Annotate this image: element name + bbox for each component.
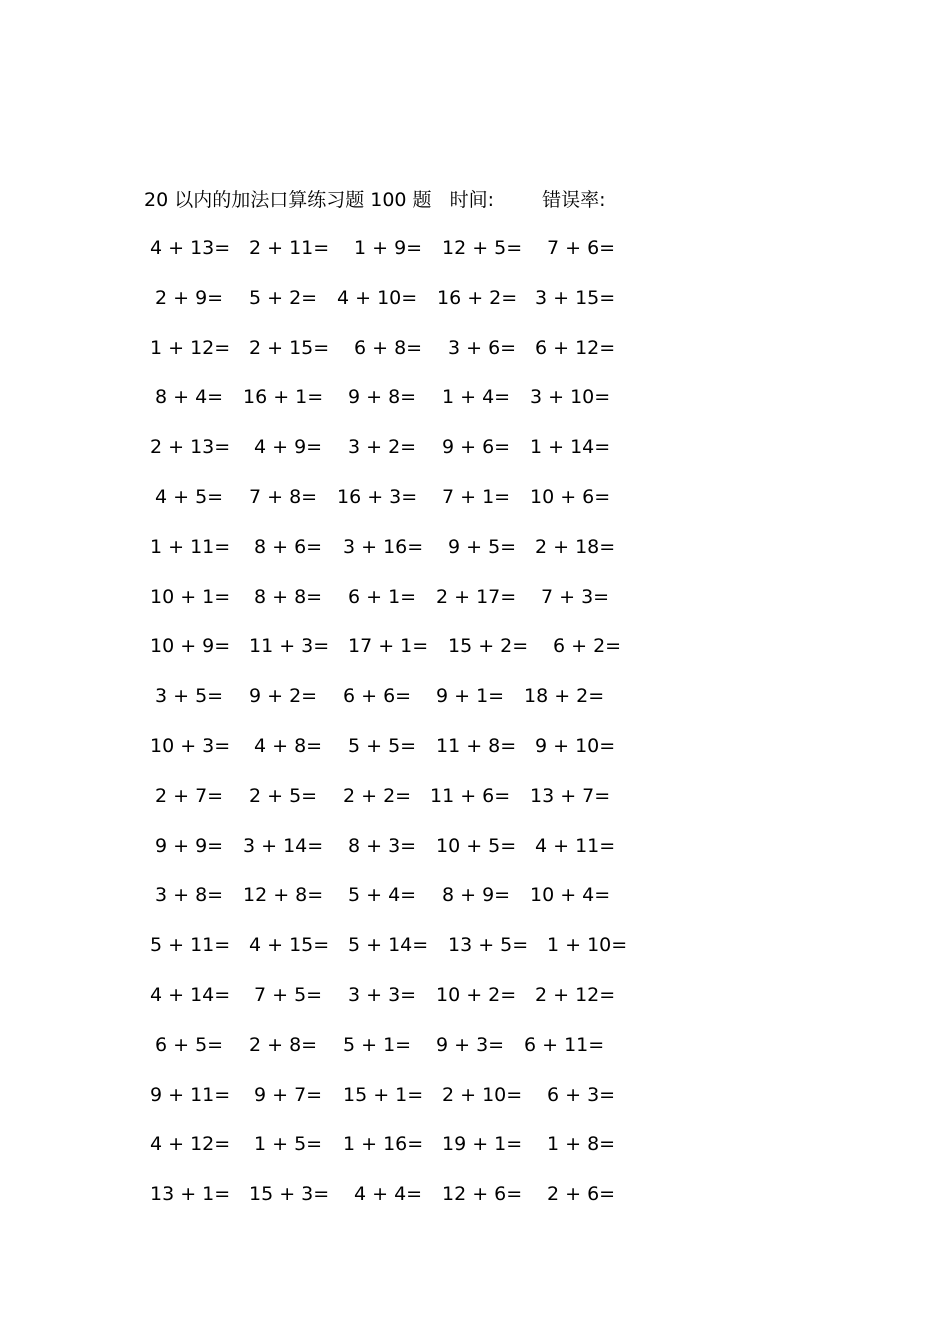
problem-cell: 2 + 8=: [249, 1033, 318, 1056]
problem-cell: 5 + 11=: [150, 934, 231, 957]
problem-row: [144, 583, 624, 633]
problem-cell: 10 + 2=: [436, 983, 517, 1006]
problem-cell: 1 + 11=: [150, 535, 231, 558]
problem-cell: 18 + 2=: [524, 685, 605, 708]
problem-cell: 12 + 5=: [442, 237, 523, 259]
problem-row: [144, 832, 624, 882]
problem-cell: 4 + 8=: [254, 734, 323, 757]
problem-cell: 2 + 7=: [155, 784, 224, 807]
problem-row: [144, 234, 624, 284]
problem-cell: 4 + 11=: [535, 834, 616, 857]
problem-cell: 1 + 5=: [254, 1133, 323, 1156]
problem-row: [144, 732, 624, 782]
problem-cell: 6 + 8=: [354, 336, 423, 359]
problem-cell: 15 + 3=: [249, 1183, 330, 1206]
worksheet-title: 20 以内的加法口算练习题 100 题: [144, 189, 432, 211]
problem-row: [144, 383, 624, 433]
problem-cell: 1 + 14=: [530, 436, 611, 459]
problem-cell: 1 + 9=: [354, 237, 423, 259]
time-label: 时间:: [449, 189, 495, 211]
problem-cell: 5 + 5=: [348, 734, 417, 757]
problem-cell: 9 + 11=: [150, 1083, 231, 1106]
problem-cell: 1 + 10=: [547, 934, 628, 957]
problem-cell: 4 + 13=: [150, 237, 231, 259]
problem-row: [144, 682, 624, 732]
problem-cell: 10 + 3=: [150, 734, 231, 757]
problem-cell: 9 + 3=: [436, 1033, 505, 1056]
problem-cell: 6 + 3=: [547, 1083, 616, 1106]
problem-cell: 6 + 11=: [524, 1033, 605, 1056]
problem-cell: 3 + 16=: [343, 535, 424, 558]
problem-cell: 6 + 6=: [343, 685, 412, 708]
problem-cell: 9 + 10=: [535, 734, 616, 757]
problem-row: [144, 1130, 624, 1180]
problem-row: [144, 483, 624, 533]
problem-cell: 4 + 10=: [337, 286, 418, 309]
problem-cell: 9 + 7=: [254, 1083, 323, 1106]
problem-cell: 5 + 4=: [348, 884, 417, 907]
problem-cell: 1 + 16=: [343, 1133, 424, 1156]
problem-cell: 2 + 12=: [535, 983, 616, 1006]
problem-cell: 2 + 11=: [249, 237, 330, 259]
problem-cell: 4 + 14=: [150, 983, 231, 1006]
problem-cell: 10 + 1=: [150, 585, 231, 608]
problem-cell: 3 + 15=: [535, 286, 616, 309]
problem-cell: 16 + 3=: [337, 485, 418, 508]
problem-cell: 8 + 6=: [254, 535, 323, 558]
problem-cell: 11 + 3=: [249, 635, 330, 658]
problem-cell: 13 + 5=: [448, 934, 529, 957]
problem-cell: 3 + 14=: [243, 834, 324, 857]
problem-cell: 9 + 2=: [249, 685, 318, 708]
problem-cell: 8 + 3=: [348, 834, 417, 857]
problem-cell: 7 + 5=: [254, 983, 323, 1006]
problem-cell: 3 + 5=: [155, 685, 224, 708]
problem-cell: 6 + 1=: [348, 585, 417, 608]
problem-row: [144, 931, 628, 981]
problem-cell: 10 + 9=: [150, 635, 231, 658]
problem-cell: 4 + 5=: [155, 485, 224, 508]
problem-row: [144, 334, 624, 384]
problem-cell: 9 + 8=: [348, 386, 417, 409]
problem-grid: [144, 234, 628, 1230]
problem-cell: 2 + 9=: [155, 286, 224, 309]
problem-cell: 2 + 17=: [436, 585, 517, 608]
problem-cell: 10 + 6=: [530, 485, 611, 508]
problem-cell: 3 + 6=: [448, 336, 517, 359]
problem-cell: 13 + 1=: [150, 1183, 231, 1206]
error-rate-label: 错误率:: [542, 189, 606, 211]
problem-row: [144, 782, 624, 832]
problem-cell: 8 + 4=: [155, 386, 224, 409]
worksheet-header: [144, 186, 605, 214]
problem-cell: 7 + 3=: [541, 585, 610, 608]
problem-cell: 2 + 10=: [442, 1083, 523, 1106]
problem-cell: 2 + 2=: [343, 784, 412, 807]
problem-cell: 17 + 1=: [348, 635, 429, 658]
problem-row: [144, 981, 624, 1031]
problem-cell: 3 + 8=: [155, 884, 224, 907]
problem-row: [144, 433, 624, 483]
problem-cell: 1 + 4=: [442, 386, 511, 409]
problem-cell: 15 + 1=: [343, 1083, 424, 1106]
problem-cell: 1 + 8=: [547, 1133, 616, 1156]
problem-cell: 3 + 2=: [348, 436, 417, 459]
problem-row: [144, 1031, 624, 1081]
problem-cell: 3 + 3=: [348, 983, 417, 1006]
problem-cell: 2 + 18=: [535, 535, 616, 558]
problem-cell: 16 + 1=: [243, 386, 324, 409]
problem-cell: 2 + 13=: [150, 436, 231, 459]
problem-cell: 9 + 9=: [155, 834, 224, 857]
problem-cell: 4 + 15=: [249, 934, 330, 957]
problem-cell: 15 + 2=: [448, 635, 529, 658]
problem-cell: 1 + 12=: [150, 336, 231, 359]
problem-cell: 3 + 10=: [530, 386, 611, 409]
problem-cell: 6 + 2=: [553, 635, 622, 658]
problem-cell: 4 + 12=: [150, 1133, 231, 1156]
problem-cell: 10 + 4=: [530, 884, 611, 907]
problem-row: [144, 632, 624, 682]
problem-cell: 5 + 14=: [348, 934, 429, 957]
problem-cell: 9 + 6=: [442, 436, 511, 459]
problem-cell: 4 + 9=: [254, 436, 323, 459]
problem-cell: 10 + 5=: [436, 834, 517, 857]
problem-cell: 11 + 6=: [430, 784, 511, 807]
problem-cell: 2 + 15=: [249, 336, 330, 359]
problem-cell: 8 + 9=: [442, 884, 511, 907]
problem-row: [144, 284, 624, 334]
problem-cell: 2 + 5=: [249, 784, 318, 807]
problem-cell: 8 + 8=: [254, 585, 323, 608]
problem-cell: 13 + 7=: [530, 784, 611, 807]
problem-cell: 7 + 1=: [442, 485, 511, 508]
problem-row: [144, 881, 624, 931]
problem-cell: 7 + 6=: [547, 237, 616, 259]
problem-cell: 4 + 4=: [354, 1183, 423, 1206]
problem-cell: 9 + 1=: [436, 685, 505, 708]
problem-row: [144, 1180, 624, 1230]
problem-cell: 6 + 12=: [535, 336, 616, 359]
problem-cell: 7 + 8=: [249, 485, 318, 508]
problem-cell: 9 + 5=: [448, 535, 517, 558]
problem-cell: 12 + 6=: [442, 1183, 523, 1206]
problem-cell: 5 + 2=: [249, 286, 318, 309]
problem-cell: 12 + 8=: [243, 884, 324, 907]
problem-cell: 5 + 1=: [343, 1033, 412, 1056]
problem-cell: 16 + 2=: [437, 286, 518, 309]
problem-cell: 6 + 5=: [155, 1033, 224, 1056]
problem-cell: 11 + 8=: [436, 734, 517, 757]
problem-row: [144, 1081, 624, 1131]
problem-row: [144, 533, 624, 583]
problem-cell: 2 + 6=: [547, 1183, 616, 1206]
problem-cell: 19 + 1=: [442, 1133, 523, 1156]
